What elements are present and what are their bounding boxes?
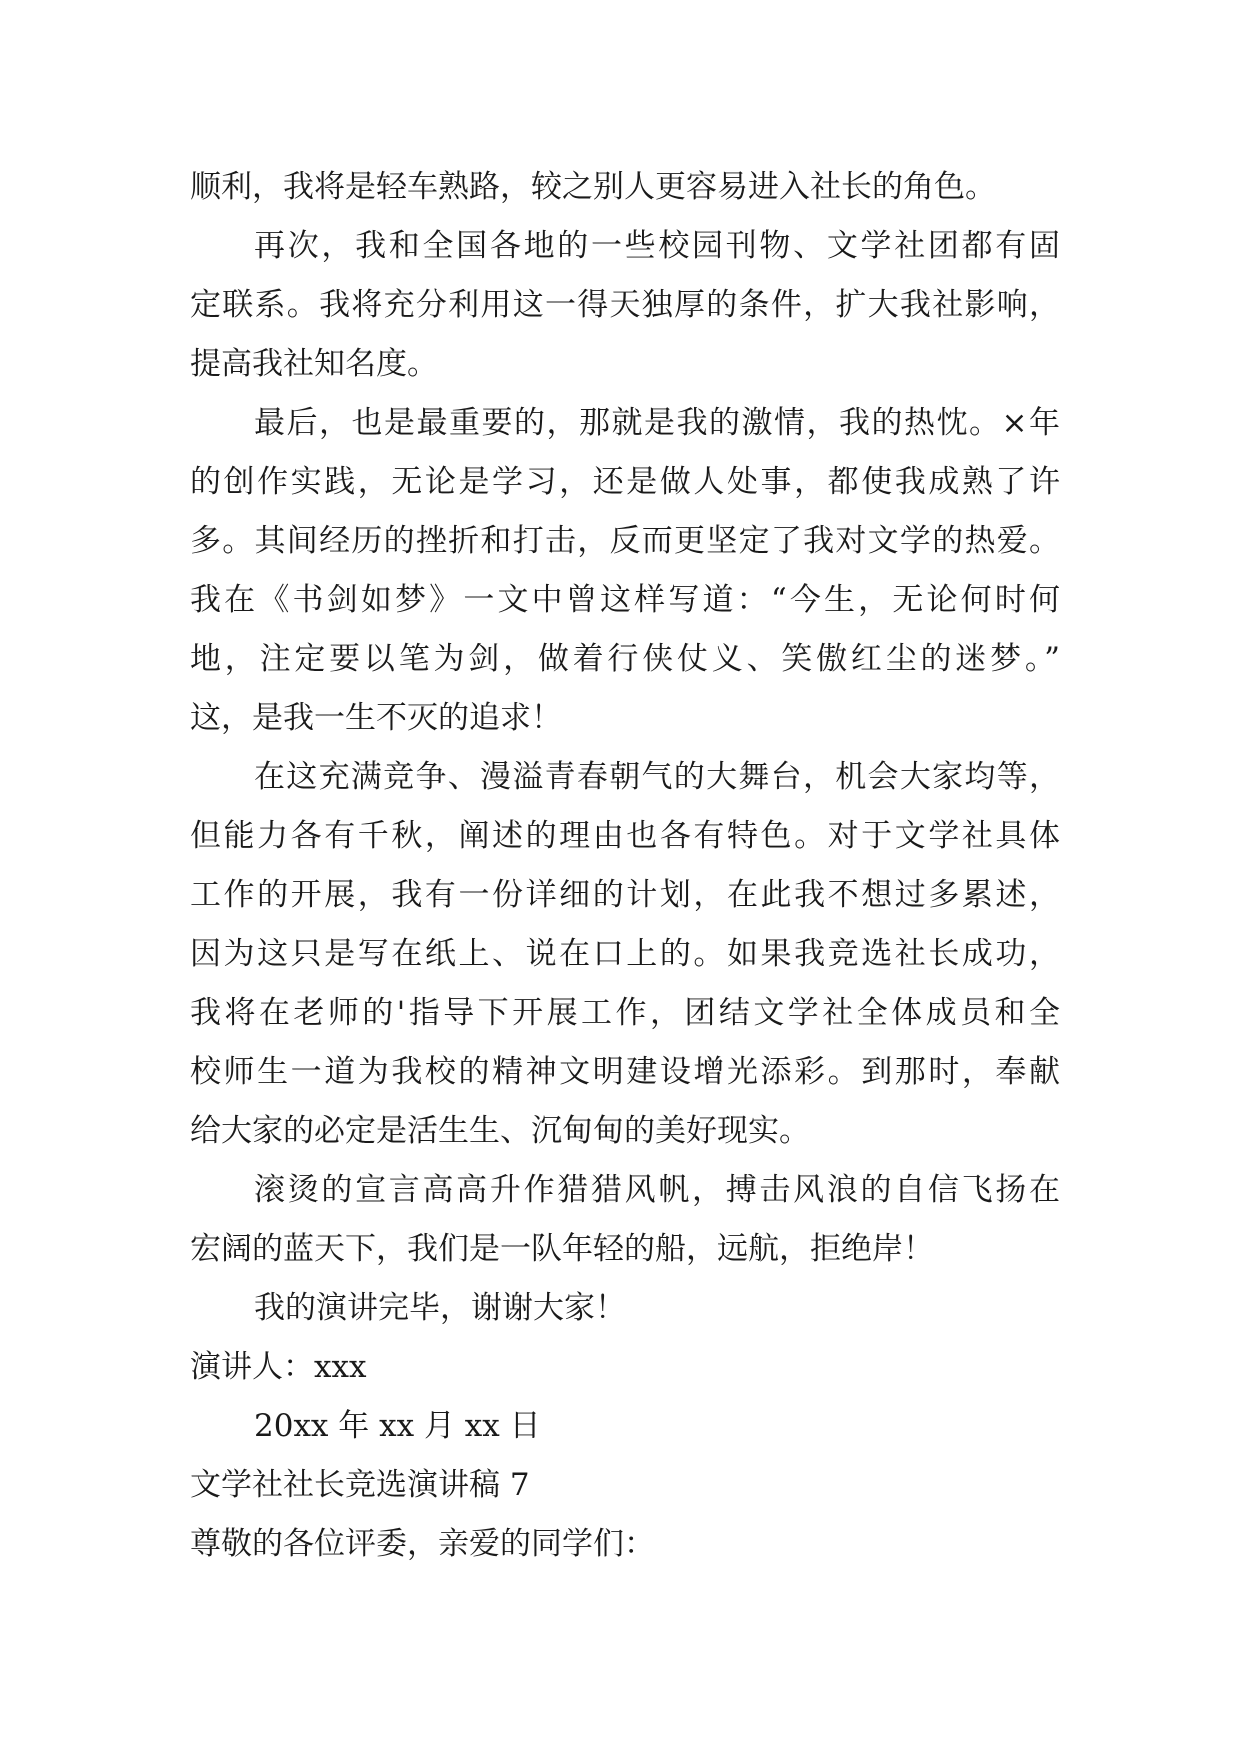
paragraph-line: 在这充满竞争、漫溢青春朝气的大舞台，机会大家均等，	[254, 759, 1060, 795]
speaker-line: 演讲人：xxx	[190, 1349, 367, 1385]
paragraph-line: 宏阔的蓝天下，我们是一队年轻的船，远航，拒绝岸！	[190, 1231, 934, 1267]
paragraph-line: 给大家的必定是活生生、沉甸甸的美好现实。	[190, 1113, 810, 1149]
paragraph-line: 这，是我一生不灭的追求！	[190, 700, 562, 736]
paragraph-line: 地，注定要以笔为剑，做着行侠仗义、笑傲红尘的迷梦。”	[190, 641, 1060, 677]
date-line: 20xx 年 xx 月 xx 日	[254, 1408, 541, 1444]
paragraph-line: 我将在老师的'指导下开展工作，团结文学社全体成员和全	[190, 995, 1060, 1031]
paragraph-line: 我在《书剑如梦》一文中曾这样写道：“今生，无论何时何	[190, 582, 1060, 618]
paragraph-line: 最后，也是最重要的，那就是我的激情，我的热忱。×年	[254, 405, 1060, 441]
paragraph-line: 顺利，我将是轻车熟路，较之别人更容易进入社长的角色。	[190, 169, 996, 205]
paragraph-line: 多。其间经历的挫折和打击，反而更坚定了我对文学的热爱。	[190, 523, 1060, 559]
paragraph-line: 因为这只是写在纸上、说在口上的。如果我竞选社长成功，	[190, 936, 1060, 972]
salutation-line: 尊敬的各位评委，亲爱的同学们：	[190, 1526, 655, 1562]
paragraph-line: 但能力各有千秋，阐述的理由也各有特色。对于文学社具体	[190, 818, 1060, 854]
section-title: 文学社社长竞选演讲稿 7	[190, 1467, 530, 1503]
paragraph-line: 工作的开展，我有一份详细的计划，在此我不想过多累述，	[190, 877, 1060, 913]
paragraph-line: 定联系。我将充分利用这一得天独厚的条件，扩大我社影响，	[190, 287, 1060, 323]
paragraph-line: 再次，我和全国各地的一些校园刊物、文学社团都有固	[254, 228, 1060, 264]
paragraph-line: 的创作实践，无论是学习，还是做人处事，都使我成熟了许	[190, 464, 1060, 500]
paragraph-line: 校师生一道为我校的精神文明建设增光添彩。到那时，奉献	[190, 1054, 1060, 1090]
paragraph-line: 滚烫的宣言高高升作猎猎风帆，搏击风浪的自信飞扬在	[254, 1172, 1060, 1208]
closing-line: 我的演讲完毕，谢谢大家！	[254, 1290, 626, 1326]
paragraph-line: 提高我社知名度。	[190, 346, 438, 382]
